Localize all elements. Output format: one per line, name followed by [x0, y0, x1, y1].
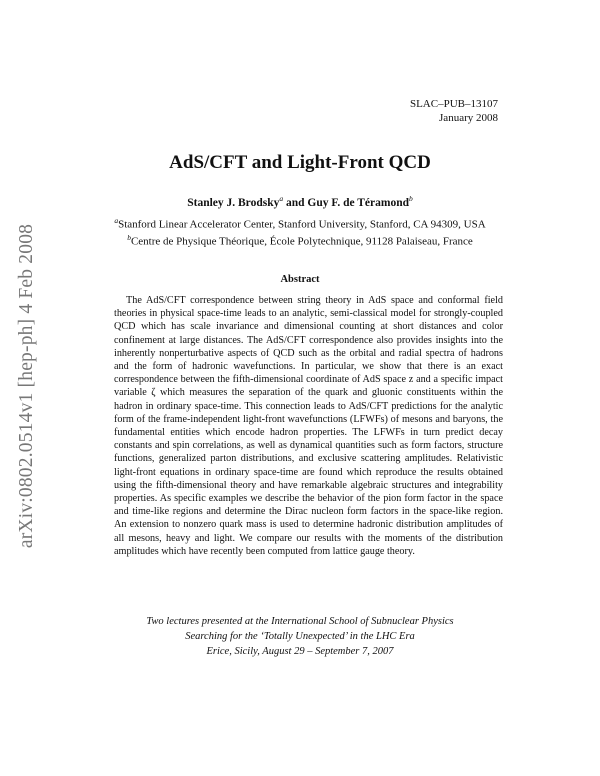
affiliation-a: [0, 216, 600, 231]
author-separator: and: [283, 196, 308, 209]
affiliation-a-mark: a: [114, 216, 119, 225]
arxiv-identifier: arXiv:0802.0514v1 [hep-ph] 4 Feb 2008: [16, 223, 37, 549]
author-line: [0, 194, 600, 209]
lecture-note: [0, 614, 600, 659]
lecture-note-line-2: Searching for the ‘Totally Unexpected’ in the LHC Era: [185, 631, 415, 642]
author-1-affiliation-mark: a: [279, 194, 284, 203]
author-1-name: Stanley J. Brodsky: [187, 196, 280, 209]
lecture-note-line-1: Two lectures presented at the International School of Subnuclear Physics: [146, 616, 454, 627]
abstract-heading: Abstract: [280, 274, 320, 285]
affiliation-a-text: Stanford Linear Accelerator Center, Stanford University, Stanford, CA 94309, USA: [118, 218, 486, 231]
affiliation-b-text: Centre de Physique Théorique, École Polytechnique, 91128 Palaiseau, France: [130, 235, 473, 248]
abstract-text: The AdS/CFT correspondence between string theory in AdS space and conformal field theories in physical space-time leads to an analytic, semi-classical model for strongly-coupled QCD which has scale invariance and dimensional counting at short distances and color confinement at large distances. The AdS/CFT correspondence also provides insights into the inherently nonperturbative aspects of QCD such as the orbital and radial spectra of hadrons and the form of hadronic wavefunctions. In particular, we show that there is an exact correspondence between the fifth-dimensional coordinate of AdS space z and a specific impact variable ζ which measures the separation of the quark and gluonic constituents within the hadron in ordinary space-time. This connection leads to AdS/CFT predictions for the analytic form of the frame-independent light-front wavefunctions (LFWFs) of mesons and baryons, the fundamental entities which encode hadron properties. The LFWFs in turn predict decay constants and spin correlations, as well as dynamical quantities such as form factors, structure functions, generalized parton distributions, and exclusive scattering amplitudes. Relativistic light-front equations in ordinary space-time are found which reproduce the results obtained using the fifth-dimensional theory and have remarkable algebraic structures and integrability properties. As specific examples we describe the behavior of the pion form factor in the space and time-like regions and determine the Dirac nucleon form factors in the space-like region. An extension to nonzero quark mass is used to determine hadronic distribution amplitudes of all mesons, heavy and light. We compare our results with the moments of the distribution amplitudes which have recently been computed from lattice gauge theory.: [114, 295, 503, 557]
report-number: SLAC–PUB–13107: [409, 98, 498, 110]
paper-title: AdS/CFT and Light-Front QCD: [169, 152, 431, 173]
preprint-info: [410, 97, 498, 125]
report-date: January 2008: [439, 112, 498, 124]
affiliation-b-mark: b: [127, 233, 131, 242]
author-2-name: Guy F. de Téramond: [307, 196, 410, 209]
author-2-affiliation-mark: b: [409, 194, 413, 203]
lecture-note-line-3: Erice, Sicily, August 29 – September 7, 2007: [206, 646, 394, 657]
affiliation-b: [0, 233, 600, 248]
